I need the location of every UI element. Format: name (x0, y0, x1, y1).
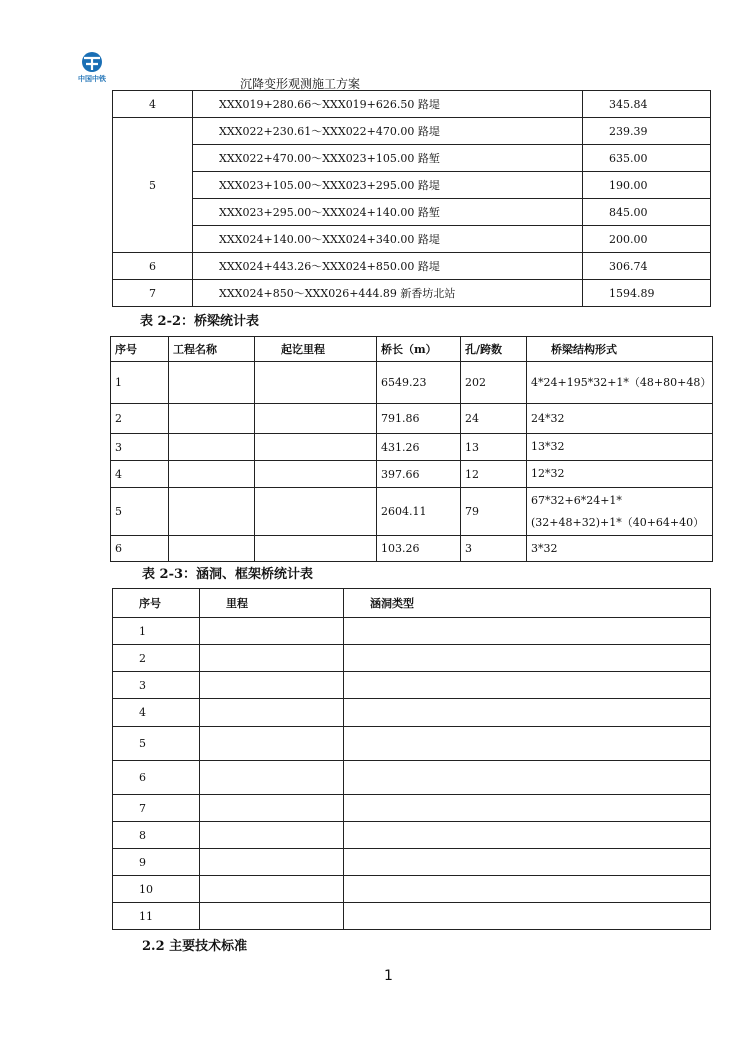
segment-range: XXX019+280.66～XXX019+626.50 路堤 (193, 91, 583, 118)
culvert-mileage (200, 903, 344, 930)
bridge-length: 791.86 (377, 404, 461, 434)
bridge-name (169, 461, 255, 488)
table-row (113, 795, 711, 822)
culvert-no: 2 (113, 645, 200, 672)
table-row (113, 761, 711, 795)
culvert-type (344, 795, 711, 822)
culvert-mileage (200, 645, 344, 672)
culvert-mileage (200, 727, 344, 761)
culvert-mileage (200, 795, 344, 822)
culvert-no: 11 (113, 903, 200, 930)
table-row (111, 536, 713, 562)
culvert-type (344, 618, 711, 645)
segment-length: 190.00 (583, 172, 711, 199)
bridge-no: 4 (111, 461, 169, 488)
table-row (113, 226, 711, 253)
segment-length: 635.00 (583, 145, 711, 172)
document-header-title: 沉降变形观测施工方案 (240, 77, 361, 91)
table-row (113, 822, 711, 849)
row-number: 5 (113, 118, 193, 253)
culvert-no: 6 (113, 761, 200, 795)
segment-length: 306.74 (583, 253, 711, 280)
bridge-name (169, 404, 255, 434)
culvert-statistics-table (112, 588, 711, 930)
header-bridge-length: 桥长（m） (377, 337, 461, 362)
culvert-type (344, 822, 711, 849)
bridge-structure: 4*24+195*32+1*（48+80+48） (527, 362, 713, 404)
row-number: 4 (113, 91, 193, 118)
culvert-no: 1 (113, 618, 200, 645)
table-row (113, 199, 711, 226)
header-project-name: 工程名称 (169, 337, 255, 362)
row-number: 6 (113, 253, 193, 280)
table-row (111, 404, 713, 434)
bridge-spans: 13 (461, 434, 527, 461)
company-logo (74, 50, 110, 84)
culvert-type (344, 876, 711, 903)
culvert-no: 3 (113, 672, 200, 699)
bridge-range (255, 536, 377, 562)
subgrade-segment-table (112, 90, 711, 307)
bridge-length: 6549.23 (377, 362, 461, 404)
bridge-structure: 12*32 (527, 461, 713, 488)
table-row (113, 672, 711, 699)
table-row (113, 618, 711, 645)
table-row (113, 280, 711, 307)
table-row (113, 645, 711, 672)
bridge-name (169, 434, 255, 461)
header-no: 序号 (113, 589, 200, 618)
bridge-no: 3 (111, 434, 169, 461)
table-row (113, 253, 711, 280)
culvert-no: 10 (113, 876, 200, 903)
table-row (111, 488, 713, 536)
svg-text:中国中铁: 中国中铁 (78, 75, 106, 83)
culvert-mileage (200, 849, 344, 876)
segment-range: XXX023+295.00～XXX024+140.00 路堑 (193, 199, 583, 226)
page-number: 1 (384, 968, 393, 984)
table-row (113, 172, 711, 199)
segment-length: 200.00 (583, 226, 711, 253)
segment-range: XXX024+850～XXX026+444.89 新香坊北站 (193, 280, 583, 307)
bridge-range (255, 461, 377, 488)
table-row (113, 727, 711, 761)
header-culvert-type: 涵洞类型 (344, 589, 711, 618)
culvert-no: 4 (113, 699, 200, 727)
culvert-no: 5 (113, 727, 200, 761)
culvert-type (344, 727, 711, 761)
bridge-name (169, 362, 255, 404)
bridge-range (255, 362, 377, 404)
bridge-spans: 79 (461, 488, 527, 536)
header-spans: 孔/跨数 (461, 337, 527, 362)
culvert-mileage (200, 672, 344, 699)
segment-range: XXX024+443.26～XXX024+850.00 路堤 (193, 253, 583, 280)
table-row (113, 876, 711, 903)
segment-range: XXX023+105.00～XXX023+295.00 路堤 (193, 172, 583, 199)
culvert-no: 8 (113, 822, 200, 849)
culvert-no: 9 (113, 849, 200, 876)
row-number: 7 (113, 280, 193, 307)
segment-range: XXX022+230.61～XXX022+470.00 路堤 (193, 118, 583, 145)
segment-range: XXX024+140.00～XXX024+340.00 路堤 (193, 226, 583, 253)
table-row (111, 461, 713, 488)
header-mileage-range: 起讫里程 (255, 337, 377, 362)
bridge-structure: 24*32 (527, 404, 713, 434)
bridge-spans: 24 (461, 404, 527, 434)
table-row (113, 699, 711, 727)
table-row (111, 434, 713, 461)
bridge-length: 2604.11 (377, 488, 461, 536)
segment-length: 1594.89 (583, 280, 711, 307)
culvert-no: 7 (113, 795, 200, 822)
culvert-type (344, 903, 711, 930)
header-structure: 桥梁结构形式 (527, 337, 713, 362)
culvert-mileage (200, 761, 344, 795)
table-row (113, 849, 711, 876)
culvert-type (344, 761, 711, 795)
culvert-mileage (200, 618, 344, 645)
bridge-range (255, 434, 377, 461)
bridge-length: 397.66 (377, 461, 461, 488)
bridge-statistics-table (110, 336, 713, 562)
bridge-spans: 202 (461, 362, 527, 404)
culvert-mileage (200, 699, 344, 727)
table-row (113, 118, 711, 145)
bridge-length: 431.26 (377, 434, 461, 461)
culvert-mileage (200, 822, 344, 849)
header-mileage: 里程 (200, 589, 344, 618)
table-row (113, 145, 711, 172)
culvert-type (344, 699, 711, 727)
culvert-mileage (200, 876, 344, 903)
table-row (113, 91, 711, 118)
bridge-structure: 67*32+6*24+1*(32+48+32)+1*（40+64+40） (527, 488, 713, 536)
bridge-no: 5 (111, 488, 169, 536)
culvert-type (344, 849, 711, 876)
bridge-length: 103.26 (377, 536, 461, 562)
table-row (113, 903, 711, 930)
bridge-structure: 13*32 (527, 434, 713, 461)
bridge-no: 6 (111, 536, 169, 562)
header-no: 序号 (111, 337, 169, 362)
bridge-table-caption: 表 2-2：桥梁统计表 (140, 314, 260, 329)
bridge-no: 2 (111, 404, 169, 434)
bridge-name (169, 488, 255, 536)
bridge-name (169, 536, 255, 562)
culvert-type (344, 672, 711, 699)
bridge-range (255, 404, 377, 434)
bridge-range (255, 488, 377, 536)
section-heading: 2.2 主要技术标准 (142, 939, 248, 954)
segment-length: 845.00 (583, 199, 711, 226)
table-row (111, 362, 713, 404)
segment-length: 345.84 (583, 91, 711, 118)
segment-range: XXX022+470.00～XXX023+105.00 路堑 (193, 145, 583, 172)
culvert-table-caption: 表 2-3：涵洞、框架桥统计表 (142, 567, 314, 582)
bridge-spans: 12 (461, 461, 527, 488)
bridge-structure: 3*32 (527, 536, 713, 562)
bridge-spans: 3 (461, 536, 527, 562)
bridge-no: 1 (111, 362, 169, 404)
culvert-type (344, 645, 711, 672)
segment-length: 239.39 (583, 118, 711, 145)
